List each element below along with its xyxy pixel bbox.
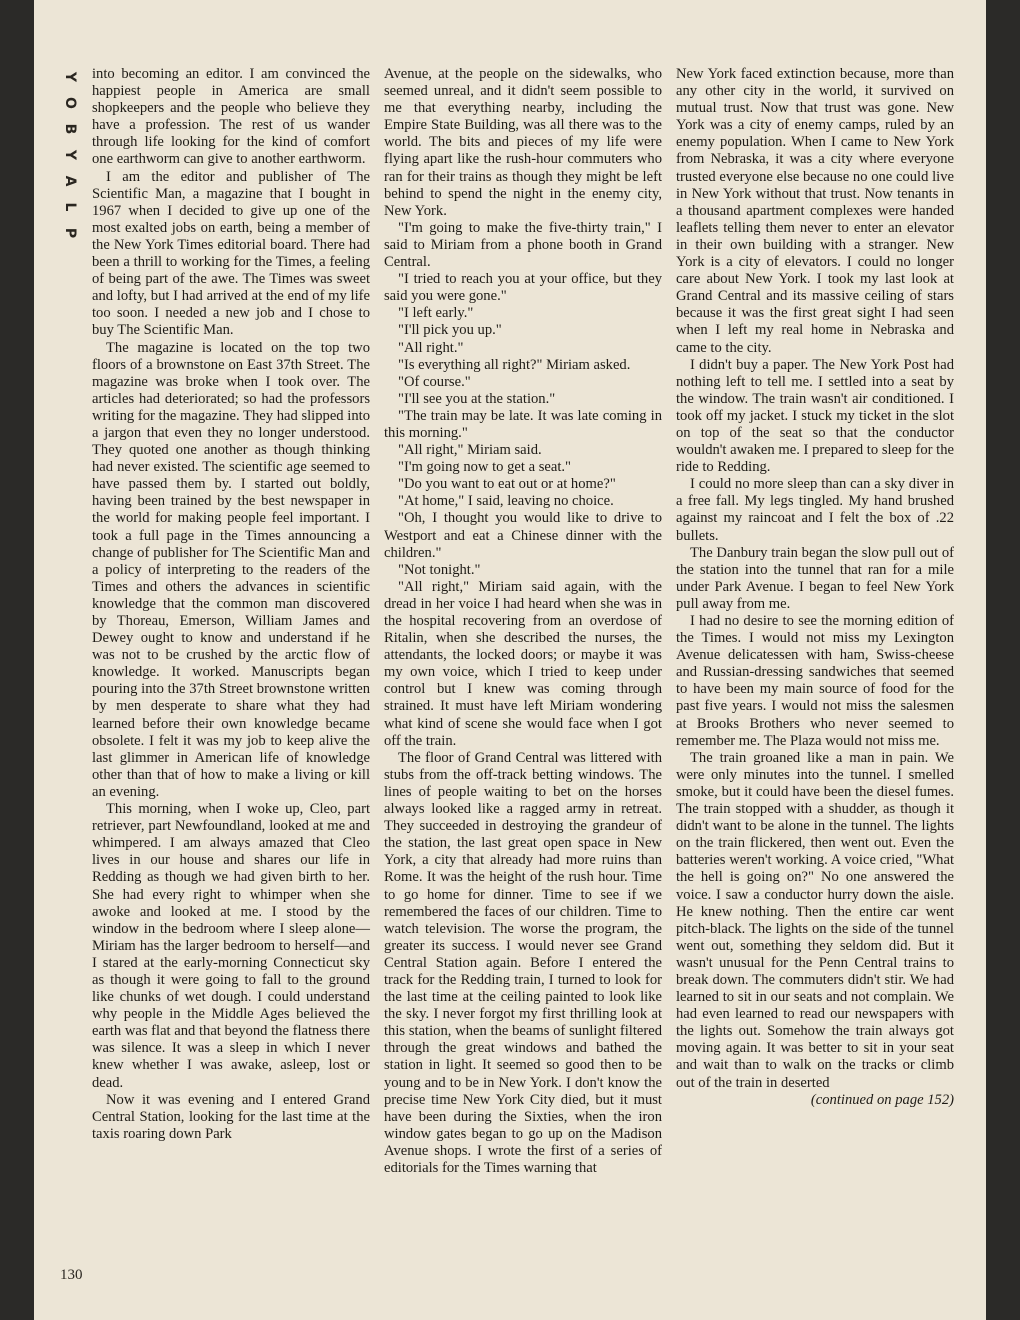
paragraph: "All right." xyxy=(398,339,464,356)
paragraph: I could no more sleep than can a sky diver in a free fall. My legs tingled. My hand brushed against my raincoat and I felt the box of .22 bullets. xyxy=(676,476,954,544)
paragraph: "At home," I said, leaving no choice. xyxy=(398,493,614,510)
text-column-2 xyxy=(384,66,662,1306)
paragraph: This morning, when I woke up, Cleo, part retriever, part Newfoundland, looked at me and whimpered. I am always amazed that Cleo lives in our house and shares our life in Redding as though we had given birth to her. She had every right to whimper when she awoke and looked at me. I stood by the window in the bedroom where I sleep alone—Miriam has the larger bedroom to herself—and I stared at the early-morning Connecticut sky as though it were going to fall to the ground like chunks of wet dough. I could understand why people in the Middle Ages believed the earth was flat and that beyond the flatness there was silence. It was a sleep in which I never knew whether I was awake, asleep, lost or dead. xyxy=(92,801,370,1091)
masthead-letter: P xyxy=(62,227,78,239)
masthead-vertical xyxy=(52,64,78,246)
paragraph: "I'm going to make the five-thirty train," I said to Miriam from a phone booth in Grand Central. xyxy=(384,219,662,271)
paragraph: "The train may be late. It was late coming in this morning." xyxy=(384,407,662,441)
magazine-page xyxy=(34,0,986,1320)
paragraph: into becoming an editor. I am convinced the happiest people in America are small shopkeepers and the people who believe they have a profession. The rest of us wander through life looking for the kind of comfort one earthworm can give to another earthworm. xyxy=(92,66,370,168)
masthead-letter: Y xyxy=(62,149,78,161)
paragraph: Now it was evening and I entered Grand Central Station, looking for the last time at the taxis roaring down Park xyxy=(92,1091,370,1142)
paragraph: "Of course." xyxy=(398,373,471,390)
paragraph: The train groaned like a man in pain. We were only minutes into the tunnel. I smelled smoke, but it could have been the diesel fumes. The train stopped with a shudder, as though it didn't want to be alone in the tunnel. The lights on the train flickered, then went out. Even the batteries weren't working. A voice cried, "What the hell is going on?" No one answered the voice. I saw a conductor hurry down the aisle. He knew nothing. Then the entire car went pitch-black. The lights on the side of the tunnel went out, something they seldom did. But it wasn't unusual for the Penn Central trains to break down. The commuters didn't stir. We had learned to sit in our seats and not complain. We had even learned to read our newspapers with the lights out. Somehow the train always got moving again. It was better to sit in your seat and wait than to walk on the tracks or climb out of the train in deserted xyxy=(676,749,954,1091)
paragraph: New York faced extinction because, more than any other city in the world, it survived on mutual trust. Now that trust was gone. New York was a city of enemy camps, ruled by an enemy population. When I came to New York from Nebraska, it was a city where everyone trusted everyone else because no one could live in New York without that trust. Now tenants in a thousand apartment complexes were handed leaflets telling them never to enter an elevator in their own building with a stranger. New York is a city of elevators. I could no longer care about New York. I took my last look at Grand Central and its massive ceiling of stars because it was the first great sight I had seen when I left my real home in Nebraska and came to the city. xyxy=(676,66,954,356)
paragraph: "I tried to reach you at your office, but they said you were gone." xyxy=(384,271,662,305)
paragraph: "I'll pick you up." xyxy=(398,322,502,339)
text-column-3 xyxy=(676,66,954,1306)
paragraph: "All right," Miriam said. xyxy=(398,442,542,459)
paragraph: "Not tonight." xyxy=(398,561,481,578)
paragraph: I am the editor and publisher of The Scientific Man, a magazine that I bought in 1967 when I decided to give up one of the most exalted jobs on earth, being a member of the New York Times editorial board. There had been a thrill to working for the Times, a feeling of being part of the awe. The Times was sweet and lofty, but I had arrived at the end of my life too soon. I needed a new job and I chose to buy The Scientific Man. xyxy=(92,168,370,339)
continued-note: (continued on page 152) xyxy=(810,1091,954,1108)
paragraph: The floor of Grand Central was littered with stubs from the off-track betting windows. The lines of people waiting to bet on the horses always looked like a ragged army in retreat. They succeeded in destroying the grandeur of the station, the last great open space in New York, a city that already had more ruins than Rome. It was the height of the rush hour. Time to go home for dinner. Time to see if we remembered the faces of our children. Time to watch television. The worse the program, the greater its success. I would never see Grand Central Station again. Before I entered the track for the Redding train, I turned to look for the last time at the ceiling painted to look like the sky. I never forgot my first thrilling look at this station, when the beams of sunlight filtered through the great windows and bathed the station in light. It seemed so good then to be young and to be in New York. I don't know the precise time New York City died, but it must have been during the Sixties, when the iron window gates began to go up on the Madison Avenue shops. I wrote the first of a series of editorials for the Times warning that xyxy=(384,749,662,1176)
paragraph: Avenue, at the people on the sidewalks, who seemed unreal, and it didn't seem possible to me that everything nearby, including the Empire State Building, was all there was to the world. The bits and pieces of my life were flying apart like the rush-hour commuters who ran for their trains as though they might be left behind to spend the night in the enemy city, New York. xyxy=(384,66,662,219)
paragraph: I had no desire to see the morning edition of the Times. I would not miss my Lexington Avenue delicatessen with ham, Swiss-cheese and Russian-dressing sandwiches that seemed to have been my main source of food for the past five years. I would not miss the salesmen at Brooks Brothers who never seemed to remember me. The Plaza would not miss me. xyxy=(676,613,954,749)
masthead-letter: B xyxy=(62,123,78,135)
paragraph: "I left early." xyxy=(398,305,474,322)
paragraph: "Do you want to eat out or at home?" xyxy=(398,476,616,493)
paragraph: "I'm going now to get a seat." xyxy=(398,459,572,476)
paragraph: "Is everything all right?" Miriam asked. xyxy=(398,356,631,373)
paragraph: "All right," Miriam said again, with the dread in her voice I had heard when she was in the hospital recovering from an overdose of Ritalin, when she described the nurses, the attendants, the locked doors; or maybe it was my own voice, which I tried to keep under control but I knew was coming through strained. It must have left Miriam wondering what kind of scene she would face when I got off the train. xyxy=(384,578,662,749)
paragraph: The Danbury train began the slow pull out of the station into the tunnel that ran for a mile under Park Avenue. I began to feel New York pull away from me. xyxy=(676,544,954,612)
paragraph: "Oh, I thought you would like to drive to Westport and eat a Chinese dinner with the children." xyxy=(384,510,662,561)
page-number: 130 xyxy=(60,1267,83,1283)
masthead-letter: O xyxy=(62,97,78,109)
paragraph: I didn't buy a paper. The New York Post had nothing left to tell me. I settled into a seat by the window. The train wasn't air conditioned. I took off my jacket. I stuck my ticket in the slot on top of the seat so that the conductor wouldn't awaken me. I prepared to sleep for the ride to Redding. xyxy=(676,356,954,476)
paragraph: The magazine is located on the top two floors of a brownstone on East 37th Street. The magazine was broke when I took over. The articles had deteriorated; so had the professors writing for the magazine. They had slipped into a jargon that even they no longer understood. They quoted one another as though thinking had never existed. The scientific age seemed to have passed them by. I started out boldly, having been trained by the best newspaper in the world for making people feel important. I took a full page in the Times announcing a change of publisher for The Scientific Man and a policy of interpreting to the readers of the Times and others the advances in scientific knowledge that the common man discovered by Thoreau, Emerson, William James and Dewey ought to know and understand if he was not to be crushed by the arctic flow of knowledge. It worked. Manuscripts began pouring into the 37th Street brownstone written by men desperate to share what they had learned before their own knowledge became obsolete. I felt it was my job to keep alive the last glimmer in American life of knowledge other than that of how to make a living or kill an evening. xyxy=(92,339,370,800)
masthead-letter: Y xyxy=(62,71,78,83)
paragraph: "I'll see you at the station." xyxy=(398,390,556,407)
text-column-1 xyxy=(92,66,370,1306)
masthead-letter: L xyxy=(62,202,78,212)
masthead-letter: A xyxy=(62,175,78,187)
